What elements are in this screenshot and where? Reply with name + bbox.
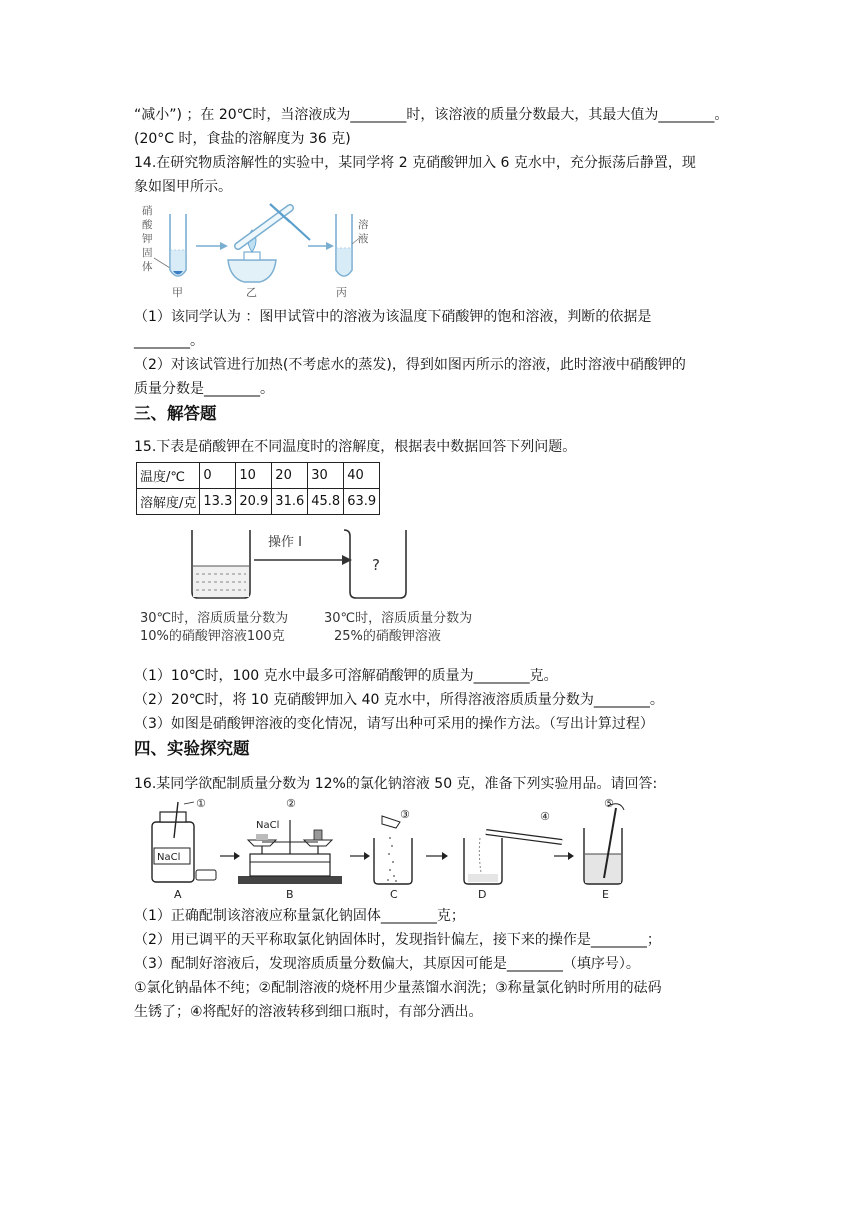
step-label-a: A — [174, 888, 182, 901]
arrow-icon — [308, 242, 334, 250]
arrow-icon — [254, 555, 352, 565]
q14-figure — [140, 200, 370, 302]
arrow-icon — [426, 852, 448, 860]
step-label-d: D — [478, 888, 487, 901]
arrow-icon — [554, 852, 574, 860]
operation-label: 操作 I — [268, 535, 302, 550]
balance-scale — [238, 820, 342, 884]
solid-label-char: 体 — [142, 261, 153, 273]
q16-figure — [138, 798, 650, 902]
table-cell: 31.6 — [272, 489, 308, 515]
alcohol-lamp-heating — [228, 204, 310, 282]
q16-part2: （2）用已调平的天平称取氯化钠固体时，发现指针偏左，接下来的操作是________； — [134, 932, 661, 948]
table-row — [137, 463, 380, 489]
step-label-e: E — [602, 888, 609, 901]
left-caption-line1: 30℃时，溶质质量分数为 — [140, 611, 289, 626]
q15-part1: （1）10℃时，100 克水中最多可溶解硝酸钾的质量为________克。 — [134, 668, 558, 684]
solid-pointer — [154, 258, 170, 268]
q15-figure — [138, 522, 518, 652]
solid-label — [142, 204, 153, 273]
arrow-icon — [350, 852, 370, 860]
q16-stem: 16.某同学欲配制质量分数为 12%的氯化钠溶液 50 克，准备下列实验用品。请回答: — [134, 776, 658, 792]
solid-label-char: 钾 — [142, 233, 153, 245]
q15-part3: （3）如图是硝酸钾溶液的变化情况，请写出种可采用的操作方法。（写出计算过程） — [134, 716, 654, 732]
tube-label-yi: 乙 — [246, 286, 257, 299]
circled-3: ③ — [400, 808, 410, 821]
q16-options-line1: ①氯化钠晶体不纯；②配制溶液的烧杯用少量蒸馏水润洗；③称量氯化钠时所用的砝码 — [134, 980, 662, 996]
arrow-icon — [220, 852, 240, 860]
q14-part1-line2: ________。 — [134, 333, 204, 349]
circled-5: ⑤ — [604, 798, 614, 810]
circled-2: ② — [286, 798, 296, 810]
solid-label-char: 固 — [142, 247, 153, 259]
table-cell: 20 — [272, 463, 308, 489]
nacl-label-b: NaCl — [256, 820, 280, 831]
table-cell: 63.9 — [344, 489, 380, 515]
q16-part1: （1）正确配制该溶液应称量氯化钠固体________克； — [134, 908, 465, 924]
test-tube-jia — [170, 214, 186, 276]
section-title-3: 三、解答题 — [134, 404, 217, 423]
solution-label-char: 溶 — [358, 219, 369, 231]
tube-label-bing: 丙 — [336, 286, 347, 299]
q14-stem-line1: 14.在研究物质溶解性的实验中，某同学将 2 克硝酸钾加入 6 克水中，充分振荡后静置，现 — [134, 155, 696, 171]
q14-part1-line1: （1）该同学认为 ：图甲试管中的溶液为该温度下硝酸钾的饱和溶液，判断的依据是 — [134, 309, 652, 325]
q13-tail-line1: “减小”) ；在 20℃时，当溶液成为________时，该溶液的质量分数最大，其最大值为________。 — [134, 107, 729, 123]
arrow-icon — [196, 242, 228, 250]
q15-stem: 15.下表是硝酸钾在不同温度时的溶解度，根据表中数据回答下列问题。 — [134, 439, 577, 455]
table-cell: 45.8 — [308, 489, 344, 515]
test-tube-bing — [336, 214, 352, 276]
table-cell: 30 — [308, 463, 344, 489]
q14-stem-line2: 象如图甲所示。 — [134, 179, 232, 195]
solid-label-char: 硝 — [142, 205, 153, 217]
step-label-c: C — [390, 888, 398, 901]
nacl-label: NaCl — [157, 852, 181, 863]
table-cell: 10 — [236, 463, 272, 489]
tube-label-jia: 甲 — [172, 286, 183, 299]
q14-part2-line1: （2）对该试管进行加热(不考虑水的蒸发)，得到如图丙所示的溶液，此时溶液中硝酸钾的 — [134, 357, 686, 373]
table-row — [137, 489, 380, 515]
right-caption-line2: 25%的硝酸钾溶液 — [334, 629, 441, 644]
circled-4: ④ — [540, 810, 550, 823]
solubility-table — [136, 462, 380, 515]
table-cell: 0 — [200, 463, 236, 489]
beaker-left — [192, 530, 250, 598]
solid-label-char: 酸 — [142, 219, 153, 231]
beaker-c — [374, 816, 412, 884]
solution-label — [358, 218, 369, 245]
beaker-d — [464, 832, 562, 884]
reagent-bottle — [152, 802, 216, 882]
circled-1: ① — [196, 798, 206, 810]
q13-tail-line2: (20°C 时，食盐的溶解度为 36 克) — [134, 131, 351, 147]
q15-part2: （2）20℃时，将 10 克硝酸钾加入 40 克水中，所得溶液溶质质量分数为________。 — [134, 692, 664, 708]
step-label-b: B — [286, 888, 294, 901]
solution-label-char: 液 — [358, 233, 369, 245]
row-header-temp: 温度/℃ — [137, 463, 200, 489]
table-cell: 20.9 — [236, 489, 272, 515]
q16-part3: （3）配制好溶液后，发现溶质质量分数偏大，其原因可能是________（填序号）。 — [134, 956, 640, 972]
beaker-e — [584, 804, 624, 884]
section-title-4: 四、实验探究题 — [134, 739, 250, 758]
right-caption-line1: 30℃时，溶质质量分数为 — [324, 611, 473, 626]
table-cell: 40 — [344, 463, 380, 489]
row-header-solubility: 溶解度/克 — [137, 489, 200, 515]
table-cell: 13.3 — [200, 489, 236, 515]
question-mark: ? — [372, 556, 380, 574]
left-caption-line2: 10%的硝酸钾溶液100克 — [140, 629, 285, 644]
q16-options-line2: 生锈了；④将配好的溶液转移到细口瓶时，有部分洒出。 — [134, 1004, 483, 1020]
q14-part2-line2: 质量分数是________。 — [134, 381, 274, 397]
